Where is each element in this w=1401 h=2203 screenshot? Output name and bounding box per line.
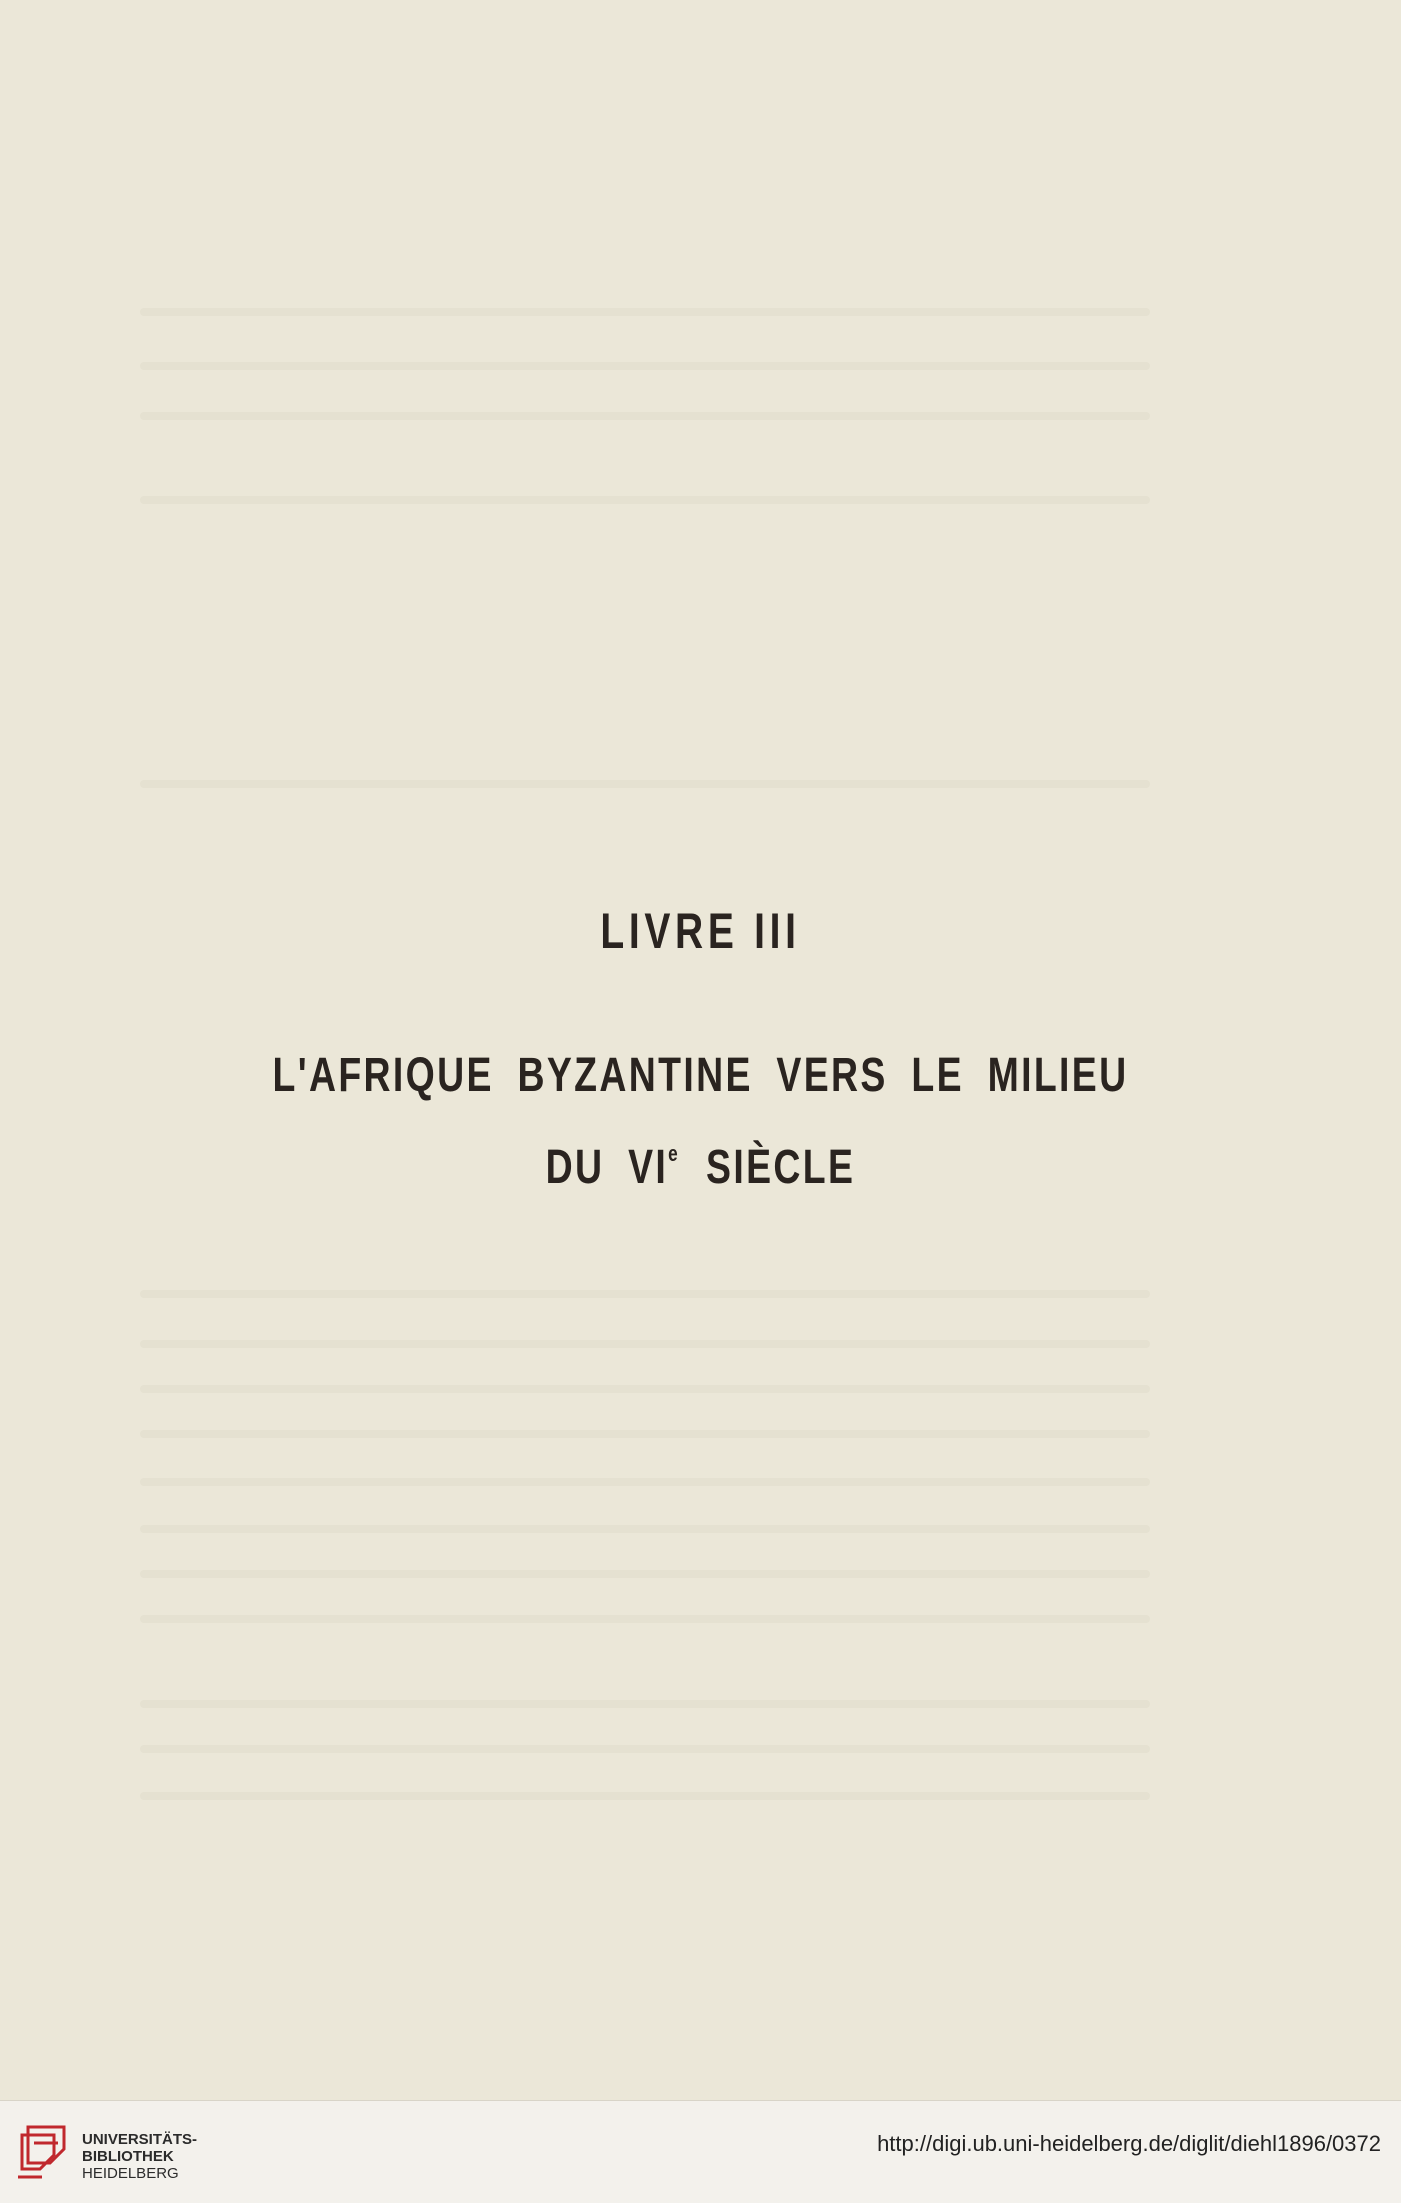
title-du-vi: DU VI <box>545 1141 669 1194</box>
bleed-through-line <box>140 780 1150 788</box>
book-heading: LIVRE III <box>600 903 801 959</box>
bleed-through-line <box>140 1525 1150 1533</box>
permalink-url[interactable]: http://digi.ub.uni-heidelberg.de/diglit/diehl1896/0372 <box>877 2131 1381 2156</box>
library-footer <box>0 2100 1401 2203</box>
bleed-through-line <box>140 1745 1150 1753</box>
library-name-line-1: UNIVERSITÄTS- <box>82 2131 198 2148</box>
bleed-through-line <box>140 1385 1150 1393</box>
bleed-through-line <box>140 1478 1150 1486</box>
library-name-line-2: BIBLIOTHEK <box>82 2148 174 2165</box>
bleed-through-line <box>140 412 1150 420</box>
library-name-line-3: HEIDELBERG <box>82 2165 179 2182</box>
bleed-through-line <box>140 1700 1150 1708</box>
bleed-through-line <box>140 362 1150 370</box>
title-siecle: SIÈCLE <box>706 1141 856 1194</box>
ub-heidelberg-logo-icon <box>14 2119 74 2185</box>
bleed-through-line <box>140 1570 1150 1578</box>
chapter-title-line-2 <box>154 1140 1247 1195</box>
bleed-through-line <box>140 308 1150 316</box>
bleed-through-line <box>140 1340 1150 1348</box>
title-superscript: e <box>668 1141 678 1166</box>
bleed-through-line <box>140 496 1150 504</box>
bleed-through-line <box>140 1792 1150 1800</box>
library-name <box>82 2131 197 2182</box>
bleed-through-line <box>140 1290 1150 1298</box>
bleed-through-line <box>140 1615 1150 1623</box>
bleed-through-line <box>140 1430 1150 1438</box>
chapter-title-line-1: L'AFRIQUE BYZANTINE VERS LE MILIEU <box>272 1049 1129 1102</box>
